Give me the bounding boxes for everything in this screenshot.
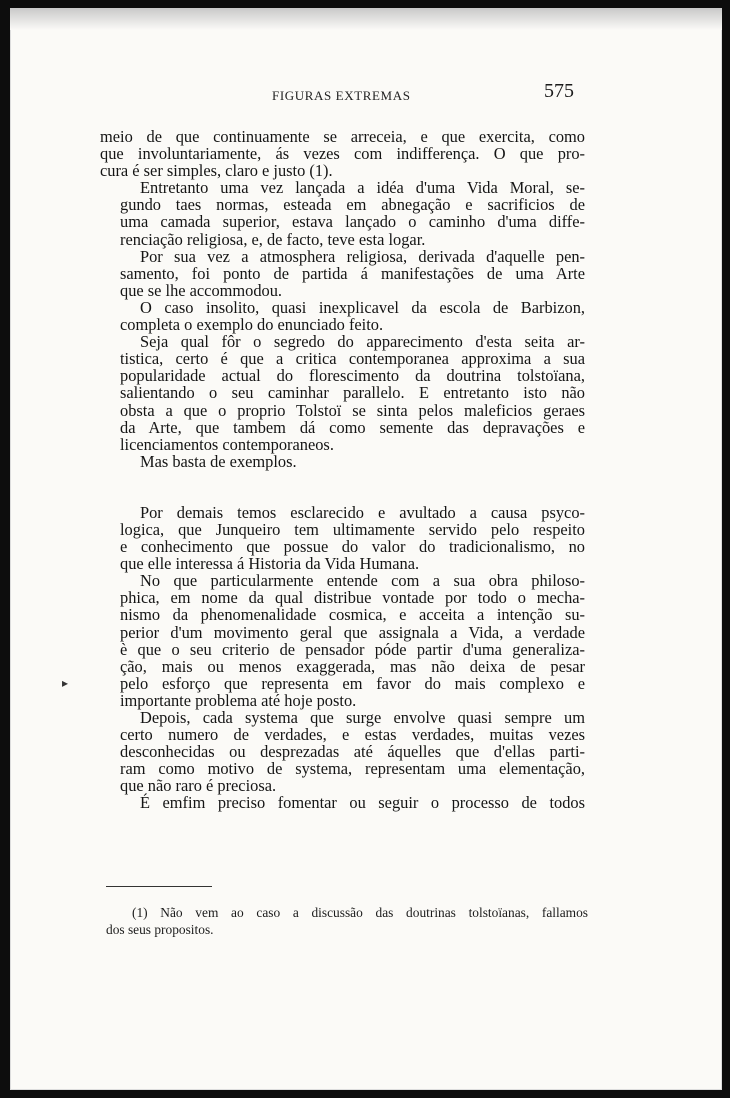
text-line: meio de que continuamente se arreceia, e que exercita, como <box>100 127 585 146</box>
text-line: obsta a que o proprio Tolstoï se sinta pelos maleficios geraes <box>120 400 585 420</box>
page-number: 575 <box>544 80 574 102</box>
text-line: ram como motivo de systema, representam uma elementação, <box>120 759 585 779</box>
text-line: certo numero de verdades, e estas verdades, muitas vezes <box>120 725 585 745</box>
text-line: completa o exemplo do enunciado feito. <box>120 315 384 335</box>
text-line: Mas basta de exemplos. <box>140 451 297 471</box>
text-line: phica, em nome da qual distribue vontade por todo o mecha- <box>120 588 585 608</box>
paragraph-1 <box>100 128 585 179</box>
footnote <box>106 904 588 938</box>
text-line: logica, que Junqueiro tem ultimamente servido pelo respeito <box>120 519 585 539</box>
footnote-rule <box>106 886 212 887</box>
body-text <box>100 128 585 812</box>
text-line: desconhecidas ou desprezadas até áquelles que d'ellas parti- <box>120 742 585 762</box>
footnote-line: dos seus propositos. <box>106 922 214 937</box>
text-line: Por sua vez a atmosphera religiosa, derivada d'aquelle pen- <box>140 246 585 266</box>
paragraph-5 <box>100 333 585 453</box>
scan-shadow <box>10 8 722 30</box>
text-line: licenciamentos contemporaneos. <box>120 434 334 454</box>
text-line: pelo esforço que representa em favor do mais complexo e <box>120 673 585 693</box>
text-line: è que o seu criterio de pensador póde partir d'uma generaliza- <box>120 639 585 659</box>
text-line: tistica, certo é que a critica contemporanea approxima a sua <box>120 349 585 369</box>
text-line: No que particularmente entende com a sua obra philoso- <box>140 571 585 591</box>
text-line: ção, mais ou menos exaggerada, mas não deixa de pesar <box>120 656 585 676</box>
paragraph-3 <box>100 248 585 299</box>
book-page <box>10 8 722 1090</box>
page-header <box>10 80 722 108</box>
text-line: gundo taes normas, esteada em abnegação e sacrificios de <box>120 195 585 215</box>
text-line: Por demais temos esclarecido e avultado a causa psyco- <box>140 502 585 522</box>
text-line: nismo da phenomenalidade cosmica, e acceita a intenção su- <box>120 605 585 625</box>
text-line: que se lhe accommodou. <box>120 280 283 300</box>
text-line: e conhecimento que possue do valor do tradicionalismo, no <box>120 537 585 557</box>
text-line: perior d'um movimento geral que assignala a Vida, a verdade <box>120 622 585 642</box>
text-line: salientando o seu caminhar parallelo. E entretanto isto não <box>120 383 585 403</box>
text-line: Depois, cada systema que surge envolve quasi sempre um <box>140 708 585 727</box>
text-line: importante problema até hoje posto. <box>120 690 357 710</box>
paragraph-4 <box>100 299 585 333</box>
text-line: popularidade actual do florescimento da doutrina tolstoïana, <box>120 366 585 386</box>
paragraph-10 <box>100 794 585 811</box>
text-line: É emfim preciso fomentar ou seguir o processo de todos <box>140 793 585 813</box>
text-line: uma camada superior, estava lançado o caminho d'uma diffe- <box>120 212 585 232</box>
text-line: que não raro é preciosa. <box>120 776 277 796</box>
paragraph-7 <box>100 504 585 572</box>
paragraph-8 <box>100 572 585 709</box>
paragraph-2 <box>100 179 585 247</box>
text-line: cura é ser simples, claro e justo (1). <box>100 161 333 181</box>
text-line: renciação religiosa, e, de facto, teve esta logar. <box>120 229 426 249</box>
margin-mark: ▸ <box>62 676 69 690</box>
footnote-line: (1) Não vem ao caso a discussão das doutrinas tolstoïanas, fallamos <box>132 905 588 920</box>
paragraph-6 <box>100 453 585 470</box>
text-line: da Arte, que tambem dá como semente das depravações e <box>120 417 585 437</box>
text-line: Entretanto uma vez lançada a idéa d'uma Vida Moral, se- <box>140 178 585 198</box>
text-line: que elle interessa á Historia da Vida Humana. <box>120 554 420 574</box>
text-line: que involuntariamente, ás vezes com indifferença. O que pro- <box>100 144 585 164</box>
running-head: FIGURAS EXTREMAS <box>272 88 411 103</box>
text-line: Seja qual fôr o segredo do apparecimento d'esta seita ar- <box>140 332 585 352</box>
text-line: samento, foi ponto de partida á manifestações de uma Arte <box>120 263 585 283</box>
paragraph-9 <box>100 709 585 794</box>
section-gap <box>100 470 585 504</box>
text-line: O caso insolito, quasi inexplicavel da escola de Barbizon, <box>140 297 585 317</box>
